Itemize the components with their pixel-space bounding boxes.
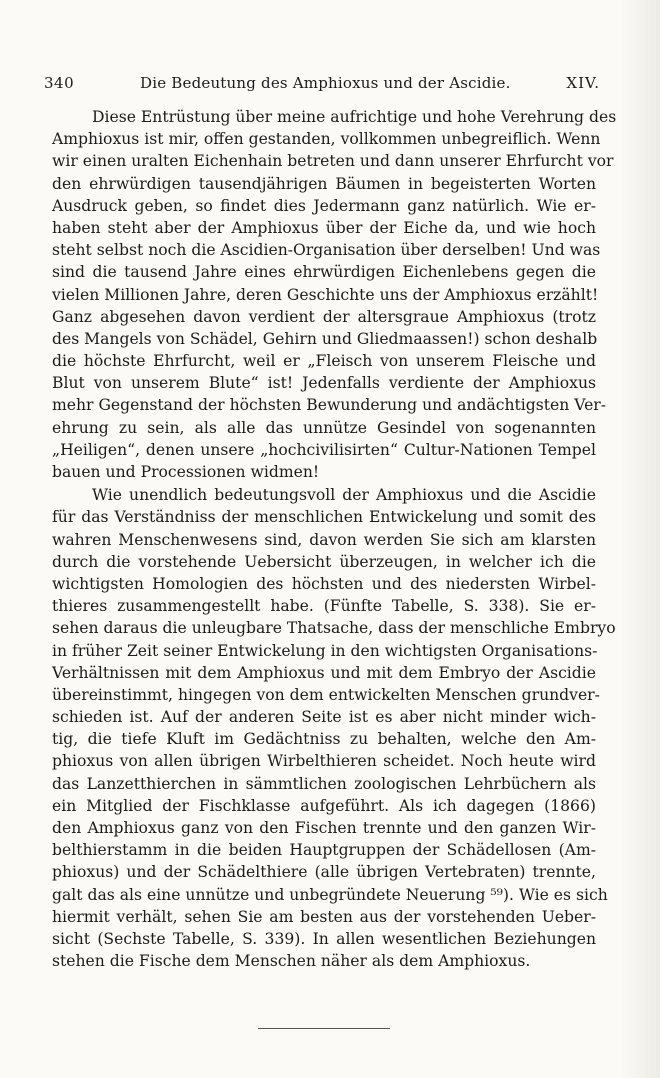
- text-line: stehen die Fische dem Menschen näher als dem Amphioxus.: [52, 952, 531, 971]
- text-line: hiermit verhält, sehen Sie am besten aus der vorstehenden Ueber-: [52, 907, 596, 926]
- text-line: phioxus) und der Schädelthiere (alle übrigen Vertebraten) trennte,: [52, 863, 596, 882]
- text-line: galt das als eine unnütze und unbegründete Neuerung ⁵⁹). Wie es sich: [52, 885, 608, 904]
- text-line: die höchste Ehrfurcht, weil er „Fleisch von unserem Fleische und: [52, 352, 596, 371]
- page-number: 340: [44, 74, 75, 92]
- page-edge-shading: [620, 0, 660, 1078]
- text-line: „Heiligen“, denen unsere „hochcivilisirten“ Cultur-Nationen Tempel: [52, 440, 596, 459]
- text-line: phioxus von allen übrigen Wirbelthieren scheidet. Noch heute wird: [52, 752, 596, 771]
- text-line: ein Mitglied der Fischklasse aufgeführt. Als ich dagegen (1866): [52, 796, 596, 815]
- text-line: Ganz abgesehen davon verdient der altersgraue Amphioxus (trotz: [52, 307, 596, 326]
- running-title: Die Bedeutung des Amphioxus und der Ascidie.: [140, 74, 511, 92]
- text-line: bauen und Processionen widmen!: [52, 463, 320, 481]
- text-line: wahren Menschenwesens sind, davon werden Sie sich am klarsten: [52, 530, 596, 549]
- text-line: Wie unendlich bedeutungsvoll der Amphioxus und die Ascidie: [92, 486, 596, 505]
- text-line: den Amphioxus ganz von den Fischen trennte und den ganzen Wir-: [52, 819, 596, 837]
- text-line: thieres zusammengestellt habe. (Fünfte Tabelle, S. 338). Sie er-: [52, 597, 596, 616]
- text-line: für das Verständniss der menschlichen Entwickelung und somit des: [52, 508, 596, 527]
- text-line: tig, die tiefe Kluft im Gedächtniss zu behalten, welche den Am-: [52, 730, 596, 749]
- paragraph-1: [52, 106, 617, 483]
- text-line: Amphioxus ist mir, offen gestanden, vollkommen unbegreiflich. Wenn: [52, 130, 601, 149]
- text-line: das Lanzetthierchen in sämmtlichen zoologischen Lehrbüchern als: [52, 774, 596, 793]
- text-line: den ehrwürdigen tausendjährigen Bäumen in begeisterten Worten: [52, 174, 596, 193]
- text-line: wir einen uralten Eichenhain betreten und dann unserer Ehrfurcht vor: [52, 152, 614, 171]
- text-line: übereinstimmt, hingegen von dem entwickelten Menschen grundver-: [52, 685, 600, 704]
- text-line: durch die vorstehende Uebersicht überzeugen, in welcher ich die: [52, 552, 596, 571]
- text-line: Diese Entrüstung über meine aufrichtige und hohe Verehrung des: [92, 108, 617, 126]
- text-line: sehen daraus die unleugbare Thatsache, dass der menschliche Embryo: [52, 619, 616, 638]
- text-line: in früher Zeit seiner Entwickelung in den wichtigsten Organisations-: [52, 641, 598, 660]
- text-line: des Mangels von Schädel, Gehirn und Gliedmaassen!) schon deshalb: [52, 329, 598, 348]
- text-line: haben steht aber der Amphioxus über der Eiche da, und wie hoch: [52, 218, 596, 237]
- text-line: mehr Gegenstand der höchsten Bewunderung und andächtigsten Ver-: [52, 396, 607, 415]
- text-line: Verhältnissen mit dem Amphioxus und mit dem Embryo der Ascidie: [52, 663, 596, 682]
- text-line: steht selbst noch die Ascidien-Organisation über derselben! Und was: [52, 241, 601, 260]
- text-line: vielen Millionen Jahre, deren Geschichte uns der Amphioxus erzählt!: [52, 285, 599, 304]
- text-line: Ausdruck geben, so findet dies Jedermann ganz natürlich. Wie er-: [52, 196, 596, 215]
- text-line: ehrung zu sein, als alle das unnütze Gesindel von sogenannten: [52, 418, 596, 437]
- body-text: [52, 106, 617, 972]
- running-header: [44, 74, 600, 96]
- chapter-number: XIV.: [566, 74, 600, 92]
- paragraph-2: [52, 484, 616, 972]
- text-line: sind die tausend Jahre eines ehrwürdigen Eichenlebens gegen die: [52, 263, 596, 282]
- text-line: sicht (Sechste Tabelle, S. 339). In allen wesentlichen Beziehungen: [52, 929, 596, 948]
- text-line: wichtigsten Homologien des höchsten und des niedersten Wirbel-: [52, 574, 596, 593]
- text-line: belthierstamm in die beiden Hauptgruppen der Schädellosen (Am-: [52, 841, 596, 860]
- end-rule: [258, 1028, 390, 1029]
- text-line: Blut von unserem Blute“ ist! Jedenfalls verdiente der Amphioxus: [52, 374, 596, 393]
- text-line: schieden ist. Auf der anderen Seite ist es aber nicht minder wich-: [52, 708, 596, 727]
